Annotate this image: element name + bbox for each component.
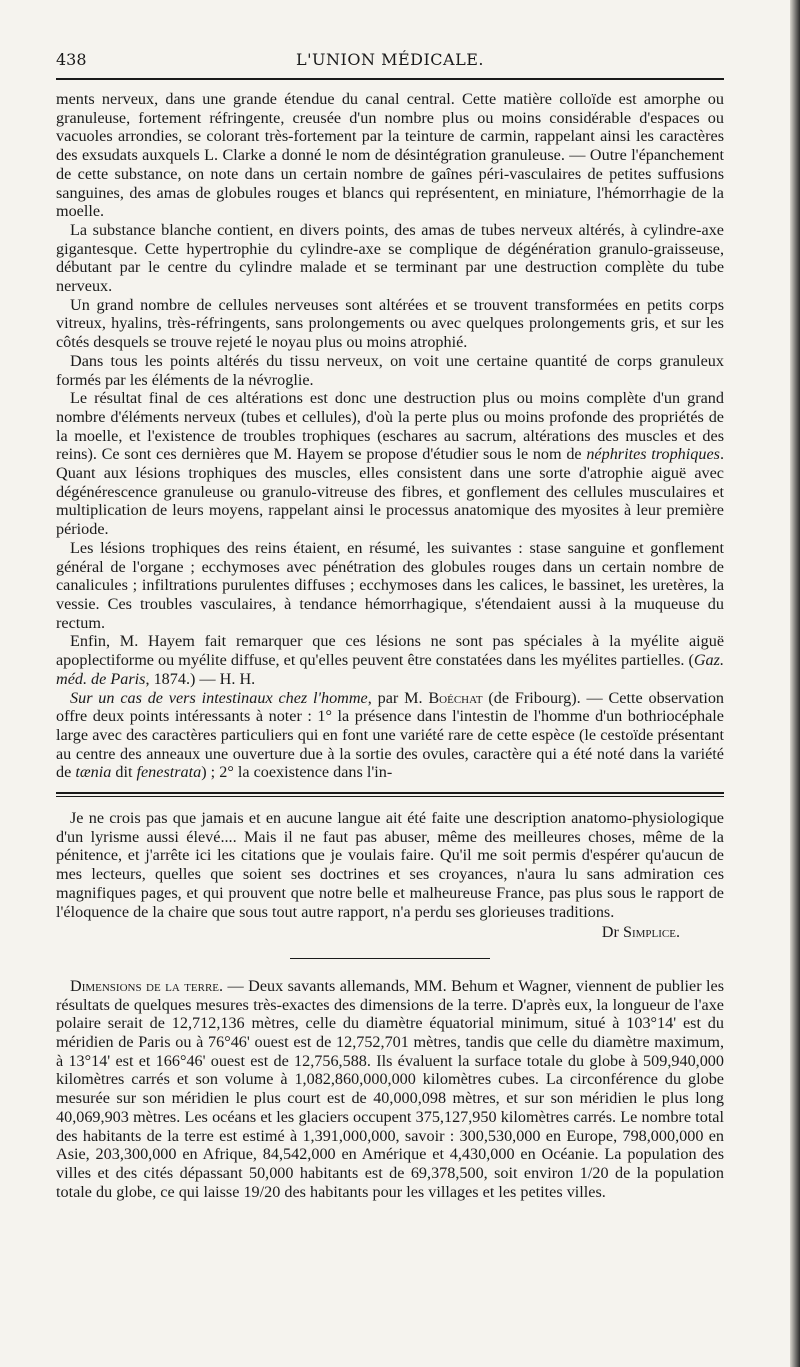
text-run: , 1874.) — H. H.	[145, 669, 256, 688]
journal-title: L'UNION MÉDICALE.	[296, 50, 484, 69]
article-paragraph: La substance blanche contient, en divers points, des amas de tubes nerveux altérés, à cylindre-axe gigantesque. Cette hypertrophie du cylindre-axe se complique de dégénération granulo-graisseuse, débutant par le centre du cylindre malade et se terminant par une destruction complète du tube nerveux.	[56, 220, 724, 296]
italic-term: tænia	[75, 763, 112, 782]
feuilleton-paragraph: Je ne crois pas que jamais et en aucune langue ait été faite une description anatomo-physiologique d'un lyrisme aussi élevé.... Mais il ne faut pas abuser, même des meilleures choses, même de la pénitence, et j'arrête ici les citations que je voulais faire. Qu'il me soit permis d'espérer qu'aucun de mes lecteurs, quelles que soient ses doctrines et ses croyances, n'aura lu sans admiration ces magnifiques pages, et qui prouvent que notre belle et malheureuse France, pas plus sous le rapport de l'éloquence de la chaire que sous tout autre rapport, n'a perdu ses glorieuses traditions.	[56, 809, 724, 921]
dimensions-section	[56, 977, 724, 1201]
page	[56, 48, 724, 1201]
dimensions-text: — Deux savants allemands, MM. Behum et Wagner, viennent de publier les résultats de quelques mesures très-exactes des dimensions de la terre. D'après eux, la longueur de l'axe polaire serait de 12,712,136 mètres, celle du diamètre équatorial minimum, situé à 103°14' est du méridien de Paris ou à 76°46' ouest est de 12,752,701 mètres, tandis que celle du diamètre maximum, à 13°14' est et 166°46' ouest est de 12,756,588. Ils évaluent la surface totale du globe à 509,940,000 kilomètres carrés et son volume à 1,082,860,000,000 kilomètres cubes. La circonférence du globe mesurée sur son méridien le plus court est de 40,000,098 mètres, et sur son méridien le plus long 40,069,903 mètres. Les océans et les glaciers occupent 375,127,950 kilomètres carrés. Le nombre total des habitants de la terre est estimé à 1,391,000,000, savoir : 300,530,000 en Europe, 798,000,000 en Asie, 203,300,000 en Afrique, 84,542,000 en Amérique et 4,430,000 en Océanie. La population des villes et des cités dépassant 50,000 habitants est de 69,378,500, soit environ 1/20 de la population totale du globe, ce qui laisse 19/20 des habitants pour les villages et les petites villes.	[56, 976, 724, 1201]
author-name: Boéchat	[428, 688, 483, 707]
italic-term: fenestrata	[136, 763, 202, 782]
text-run: . Quant aux lésions trophiques des muscles, elles consistent dans une sorte d'atrophie aiguë avec dégénérescence granuleuse ou granulo-vitreuse des fibres, et gonflement des cellules musculaires et multiplication de leurs moyens, rappelant ainsi le processus anatomique des myosites à leur première période.	[56, 445, 724, 539]
text-run: , par M.	[367, 688, 429, 707]
page-number: 438	[56, 50, 87, 69]
italic-term: néphrites trophiques	[586, 445, 720, 464]
signature-prefix: Dr	[601, 923, 623, 942]
signature	[56, 923, 724, 942]
dimensions-paragraph	[56, 977, 724, 1201]
feuilleton-divider	[56, 792, 724, 797]
text-run: Le résultat final de ces altérations est donc une destruction plus ou moins complète d'un grand nombre d'éléments nerveux (tubes et cellules), d'où la perte plus ou moins profonde des propriétés de la moelle, et l'existence de troubles trophiques (eschares au sacrum, altérations des muscles et des reins). Ce sont ces dernières que M. Hayem se propose d'étudier sous le nom de	[56, 389, 724, 464]
short-divider	[290, 958, 490, 959]
signature-name: Simplice.	[622, 923, 680, 942]
article-paragraph	[56, 632, 724, 688]
dimensions-title: Dimensions de la terre.	[70, 976, 224, 995]
text-run: dit	[111, 763, 137, 782]
feuilleton-body	[56, 809, 724, 942]
page-edge-shadow	[790, 0, 800, 1367]
running-header	[56, 48, 724, 80]
article-paragraph: ments nerveux, dans une grande étendue du canal central. Cette matière colloïde est amorphe ou granuleuse, fortement réfringente, creusée d'un nombre plus ou moins considérable d'espaces ou vacuoles arrondies, se colorant très-fortement par la teinture de carmin, rappelant ainsi les caractères des exsudats auxquels L. Clarke a donné le nom de désintégration granuleuse. — Outre l'épanchement de cette substance, on note dans un certain nombre de gaînes péri-vasculaires de petites suffusions sanguines, des amas de globules rouges et blancs qui représentent, en miniature, l'hémorrhagie de la moelle.	[56, 90, 724, 221]
citation-source: Gaz. méd. de Paris	[56, 651, 724, 688]
article-paragraph	[56, 689, 724, 783]
article-paragraph: Dans tous les points altérés du tissu nerveux, on voit une certaine quantité de corps granuleux formés par les éléments de la névroglie.	[56, 351, 724, 389]
text-run: ) ; 2° la coexistence dans l'in-	[201, 763, 393, 782]
text-run: Enfin, M. Hayem fait remarquer que ces lésions ne sont pas spéciales à la myélite aiguë apoplectiforme ou myélite diffuse, et qu'elles peuvent être constatées dans les myélites partielles. (	[56, 632, 724, 670]
article-heading: Sur un cas de vers intestinaux chez l'homme	[70, 688, 368, 707]
article-paragraph: Un grand nombre de cellules nerveuses sont altérées et se trouvent transformées en petits corps vitreux, hyalins, très-réfringents, sans prolongements ou avec quelques prolongements gris, et sur les côtés desquels se trouve rejeté le noyau plus ou moins atrophié.	[56, 295, 724, 352]
article-body	[56, 90, 724, 782]
text-run: (de Fribourg). — Cette observation offre deux points intéressants à noter : 1° la présence dans l'intestin de l'homme d'un bothriocéphale large avec des caractères particuliers qui en font une variété rare de cette espèce (le cestoïde présentant au centre des anneaux une ouverture due à la sortie des ovules, caractère qui a été noté dans la variété de	[56, 688, 725, 782]
article-paragraph: Les lésions trophiques des reins étaient, en résumé, les suivantes : stase sanguine et gonflement général de l'organe ; ecchymoses avec pénétration des globules rouges dans un certain nombre de canalicules ; infiltrations purulentes diffuses ; ecchymoses dans les calices, le bassinet, les uretères, la vessie. Ces troubles vasculaires, à tendance hémorrhagique, s'étendaient aussi à la muqueuse du rectum.	[56, 538, 724, 632]
article-paragraph	[56, 389, 724, 539]
